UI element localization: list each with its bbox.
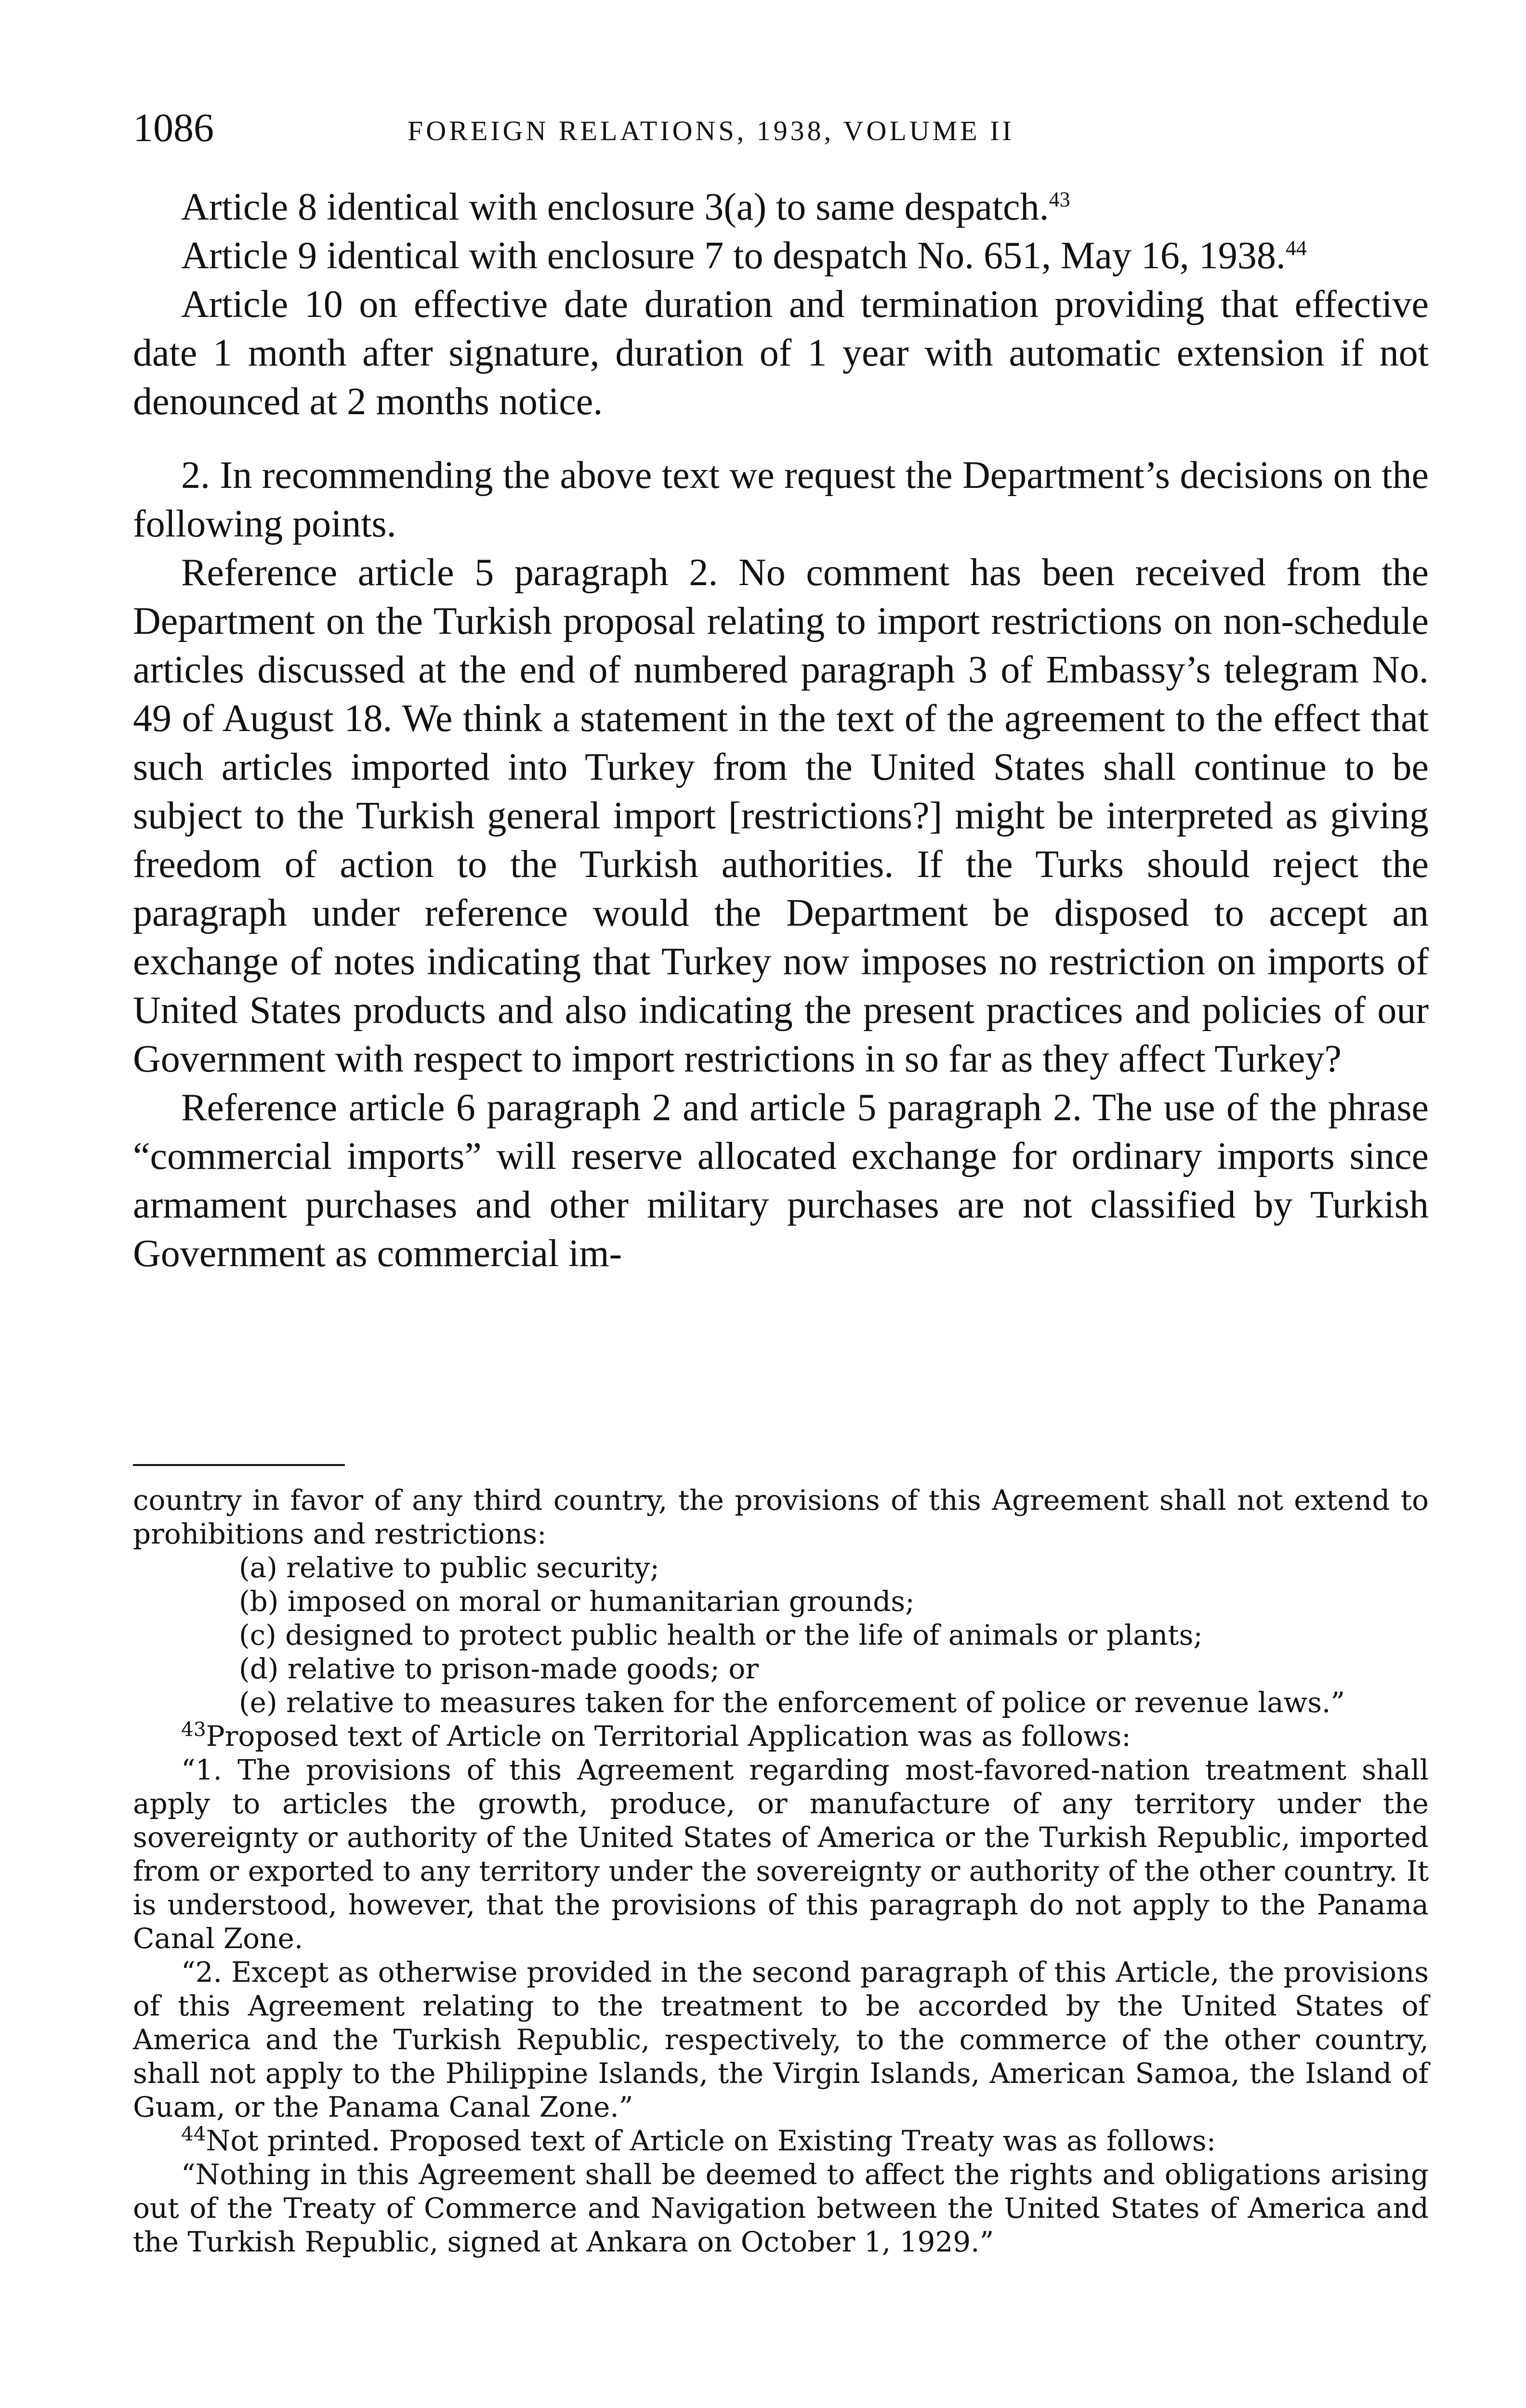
footnote-43-paragraph-1: “1. The provisions of this Agreement regarding most-favored-nation treatment shall apply to articles the growth, produce, or manufacture of any territory under the sovereignty or authority of the United States of America or the Turkish Republic, imported from or exported to any territory under the sovereignty or authority of the other country. It is understood, however, that the provisions of this paragraph do not apply to the Panama Canal Zone. [133,1754,1429,1955]
paragraph-article-9 [133,232,1429,280]
footnote-ref-43: 43 [1049,187,1070,211]
footnote-43-paragraph-2: “2. Except as otherwise provided in the second paragraph of this Article, the provisions of this Agreement relating to the treatment to be accorded by the United States of America and the Turkish Republic, respectively, to the commerce of the other country, shall not apply to the Philippine Islands, the Virgin Islands, American Samoa, the Island of Guam, or the Panama Canal Zone.” [133,1956,1429,2123]
paragraph-article-10: Article 10 on effective date duration and termination providing that effective date 1 month after signature, duration of 1 year with automatic extension if not denounced at 2 months notice. [133,283,1429,423]
paragraph-recommendation: 2. In recommending the above text we request the Department’s decisions on the following points. [133,454,1429,545]
footnote-ref-44: 44 [1285,236,1307,260]
running-head: FOREIGN RELATIONS, 1938, VOLUME II [408,115,1014,146]
paragraph-text: Article 8 identical with enclosure 3(a) to same despatch. [181,186,1049,228]
footnote-44 [133,2124,1429,2158]
footnote-marker-44: 44 [181,2122,206,2146]
footnote-item-d: (d) relative to prison-made goods; or [239,1652,759,1685]
footnote-43-intro: Proposed text of Article on Territorial Application was as follows: [206,1720,1131,1753]
footnote-marker-43: 43 [181,1717,206,1741]
main-text [133,183,1429,1278]
footnote-44-paragraph-1: “Nothing in this Agreement shall be deemed to affect the rights and obligations arising out of the Treaty of Commerce and Navigation between the United States of America and the Turkish Republic, signed at Ankara on October 1, 1929.” [133,2158,1429,2258]
footnote-43 [133,1719,1429,1753]
footnote-item-c: (c) designed to protect public health or the life of animals or plants; [239,1619,1203,1651]
footnote-item-a: (a) relative to public security; [239,1551,659,1584]
footnote-item-b: (b) imposed on moral or humanitarian grounds; [239,1585,915,1618]
footnote-separator [133,1464,345,1466]
page-number: 1086 [133,105,214,150]
paragraph-article-6: Reference article 6 paragraph 2 and article 5 paragraph 2. The use of the phrase “commercial imports” will reserve allocated exchange for ordinary imports since armament purchases and other military purchases are not classified by Turkish Government as commercial im- [133,1086,1429,1275]
footnote-continuation: country in favor of any third country, the provisions of this Agreement shall not extend to prohibitions and restrictions: [133,1484,1429,1550]
footnote-44-intro: Not printed. Proposed text of Article on Existing Treaty was as follows: [206,2124,1216,2157]
paragraph-text: Article 9 identical with enclosure 7 to despatch No. 651, May 16, 1938. [181,235,1286,277]
paragraph-article-8 [133,183,1429,232]
page-header [133,104,1429,157]
paragraph-article-5: Reference article 5 paragraph 2. No comment has been received from the Department on the Turkish proposal relating to import restrictions on non-schedule articles discussed at the end of numbered paragraph 3 of Embassy’s telegram No. 49 of August 18. We think a statement in the text of the agreement to the effect that such articles imported into Turkey from the United States shall continue to be subject to the Turkish general import [restrictions?] might be interpreted as giving freedom of action to the Turkish authorities. If the Turks should reject the paragraph under reference would the Department be disposed to accept an exchange of notes indicating that Turkey now imposes no restriction on imports of United States products and also indicating the present practices and policies of our Government with respect to import restrictions in so far as they affect Turkey? [133,551,1429,1080]
footnotes [133,1483,1429,2259]
footnote-item-e: (e) relative to measures taken for the enforcement of police or revenue laws.” [239,1686,1345,1719]
